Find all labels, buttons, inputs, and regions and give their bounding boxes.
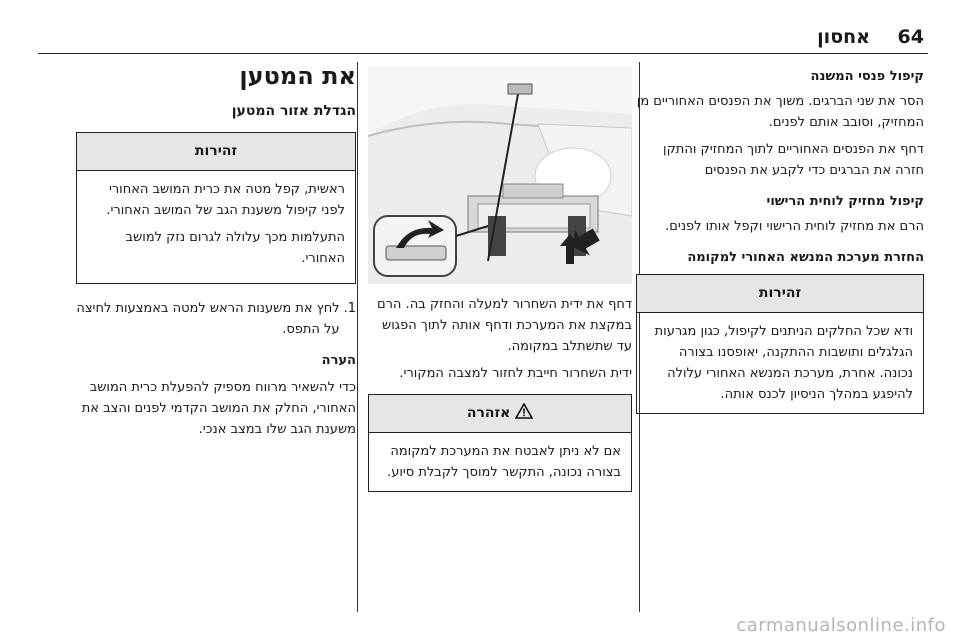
left-column xyxy=(76,62,356,446)
paragraph: ידית השחרור חייבת לחזור למצבה המקורי. xyxy=(399,366,632,381)
paragraph: הרם את מחזיק לוחית הרישוי וקפל אותו לפנים. xyxy=(665,219,924,234)
watermark: carmanualsonline.info xyxy=(736,615,946,636)
note-text: כדי להשאיר מרווח מספיק להפעלת כרית המושב האחורי, החלק את המושב הקדמי לפנים והצב את משענת הגב שלו במצב אנכי. xyxy=(81,380,356,437)
step-number: 1. xyxy=(343,301,356,316)
warning-box xyxy=(368,394,632,492)
instruction-step xyxy=(76,298,356,340)
carrier-drawing xyxy=(368,66,632,284)
caution-box xyxy=(636,274,924,414)
caution-body xyxy=(77,171,355,283)
paragraph: דחף את הפנסים האחוריים לתוך המחזיק והתקן חזרה את הברגים כדי לקבע את הפנסים xyxy=(663,142,924,178)
column-divider xyxy=(357,62,358,612)
right-column xyxy=(636,66,924,428)
warning-title-text: אזהרה xyxy=(466,405,511,421)
heading-fold-lamps: קיפול פנסי המשנה xyxy=(810,69,924,84)
page-number: 64 xyxy=(897,26,924,48)
paragraph: ראשית, קפל מטה את כרית המושב האחורי לפני קיפול משענת הגב של המושב האחורי. xyxy=(106,182,345,218)
warning-title xyxy=(369,395,631,433)
paragraph: הסר את שני הברגים. משוך את הפנסים האחוריים מן המחזיק, וסובב אותם לפנים. xyxy=(636,94,924,130)
middle-column xyxy=(368,66,632,506)
caution-title: זהירות xyxy=(77,133,355,171)
page-title: את המטען xyxy=(239,62,356,90)
step-text: לחץ את משענות הראש למטה באמצעות לחיצה על התפס. xyxy=(76,301,340,337)
section-title: אחסון xyxy=(817,26,870,48)
caution-box xyxy=(76,132,356,284)
heading-fold-plate-holder: קיפול מחזיק לוחית הרישוי xyxy=(766,194,924,209)
rear-carrier-illustration xyxy=(368,66,632,284)
heading-return-carrier: החזרת מערכת המנשא האחורי למקומה xyxy=(687,250,924,265)
caution-body: ודא שכל החלקים הניתנים לקיפול, כגון מגרעות הגלגלים ותושבות ההתקנה, יאופסנו בצורה נכונה. אחרת, מערכת המנשא האחורי עלולה להיפגע במהלך הניסיון לכנס אותה. xyxy=(654,324,913,402)
paragraph: התעלמות מכך עלולה לגרום נזק למושב האחורי. xyxy=(125,230,345,266)
warning-body: אם לא ניתן לאבטח את המערכת למקומה בצורה נכונה, התקשר למוסך לקבלת סיוע. xyxy=(387,444,621,480)
caution-title: זהירות xyxy=(637,275,923,313)
paragraph: דחף את ידית השחרור למעלה והחזק בה. הרם במקצת את המערכת ודחף אותה לתוך הפגוש עד שתשתלב במקומה. xyxy=(376,297,632,354)
warning-triangle-icon xyxy=(515,403,533,419)
section-heading: הגדלת אזור המטען xyxy=(231,103,356,119)
page-header xyxy=(38,18,928,54)
note-label: הערה xyxy=(321,353,356,368)
